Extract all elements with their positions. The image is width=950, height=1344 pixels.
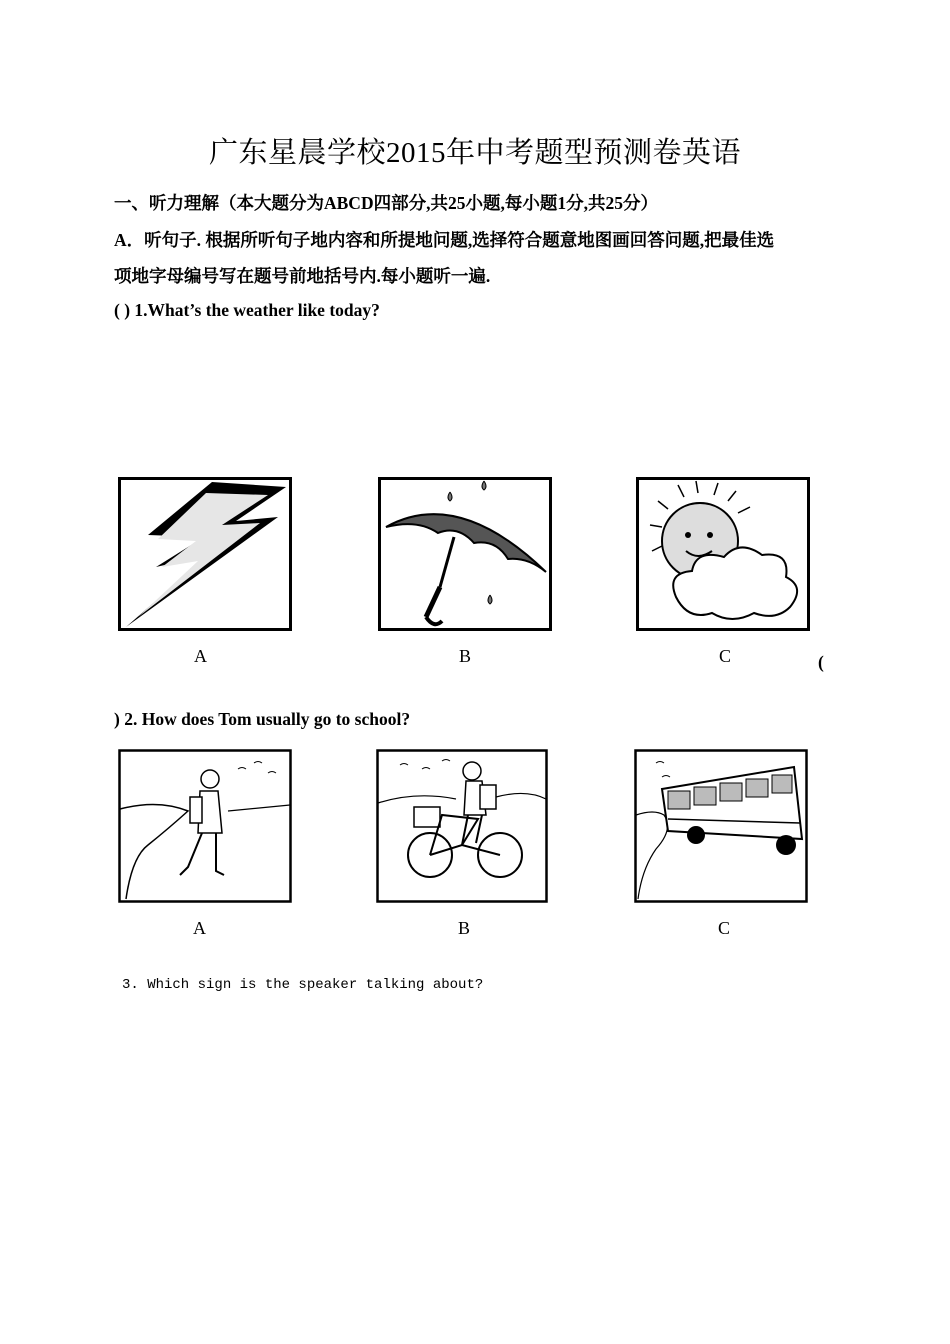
q1-option-a-label: A: [194, 646, 207, 666]
question-1: ( ) 1.What’s the weather like today?: [114, 300, 380, 320]
page-title: 广东星晨学校2015年中考题型预测卷英语: [208, 137, 741, 169]
instruction-line-2: 项地字母编号写在题号前地括号内.每小题听一遍.: [114, 266, 491, 286]
instruction-line-1: A．听句子. 根据所听句子地内容和所提地问题,选择符合题意地图画回答问题,把最佳选: [114, 230, 775, 250]
question-2: ) 2. How does Tom usually go to school?: [114, 709, 411, 729]
stray-parenthesis: (: [818, 652, 824, 672]
q1-option-b-label: B: [459, 646, 472, 666]
lightning-icon: [118, 477, 292, 631]
q2-option-a-label: A: [193, 918, 206, 938]
bus-icon: [634, 749, 808, 903]
section-heading: 一、听力理解（本大题分为ABCD四部分,共25小题,每小题1分,共25分）: [114, 193, 658, 213]
question-3: 3. Which sign is the speaker talking about?: [122, 977, 484, 993]
q1-option-c-label: C: [719, 646, 732, 666]
bicycle-icon: [376, 749, 548, 903]
walking-person-icon: [118, 749, 292, 903]
sun-cloud-icon: [636, 477, 810, 631]
q2-option-b-label: B: [458, 918, 471, 938]
q2-option-c-label: C: [718, 918, 731, 938]
umbrella-rain-icon: [378, 477, 552, 631]
